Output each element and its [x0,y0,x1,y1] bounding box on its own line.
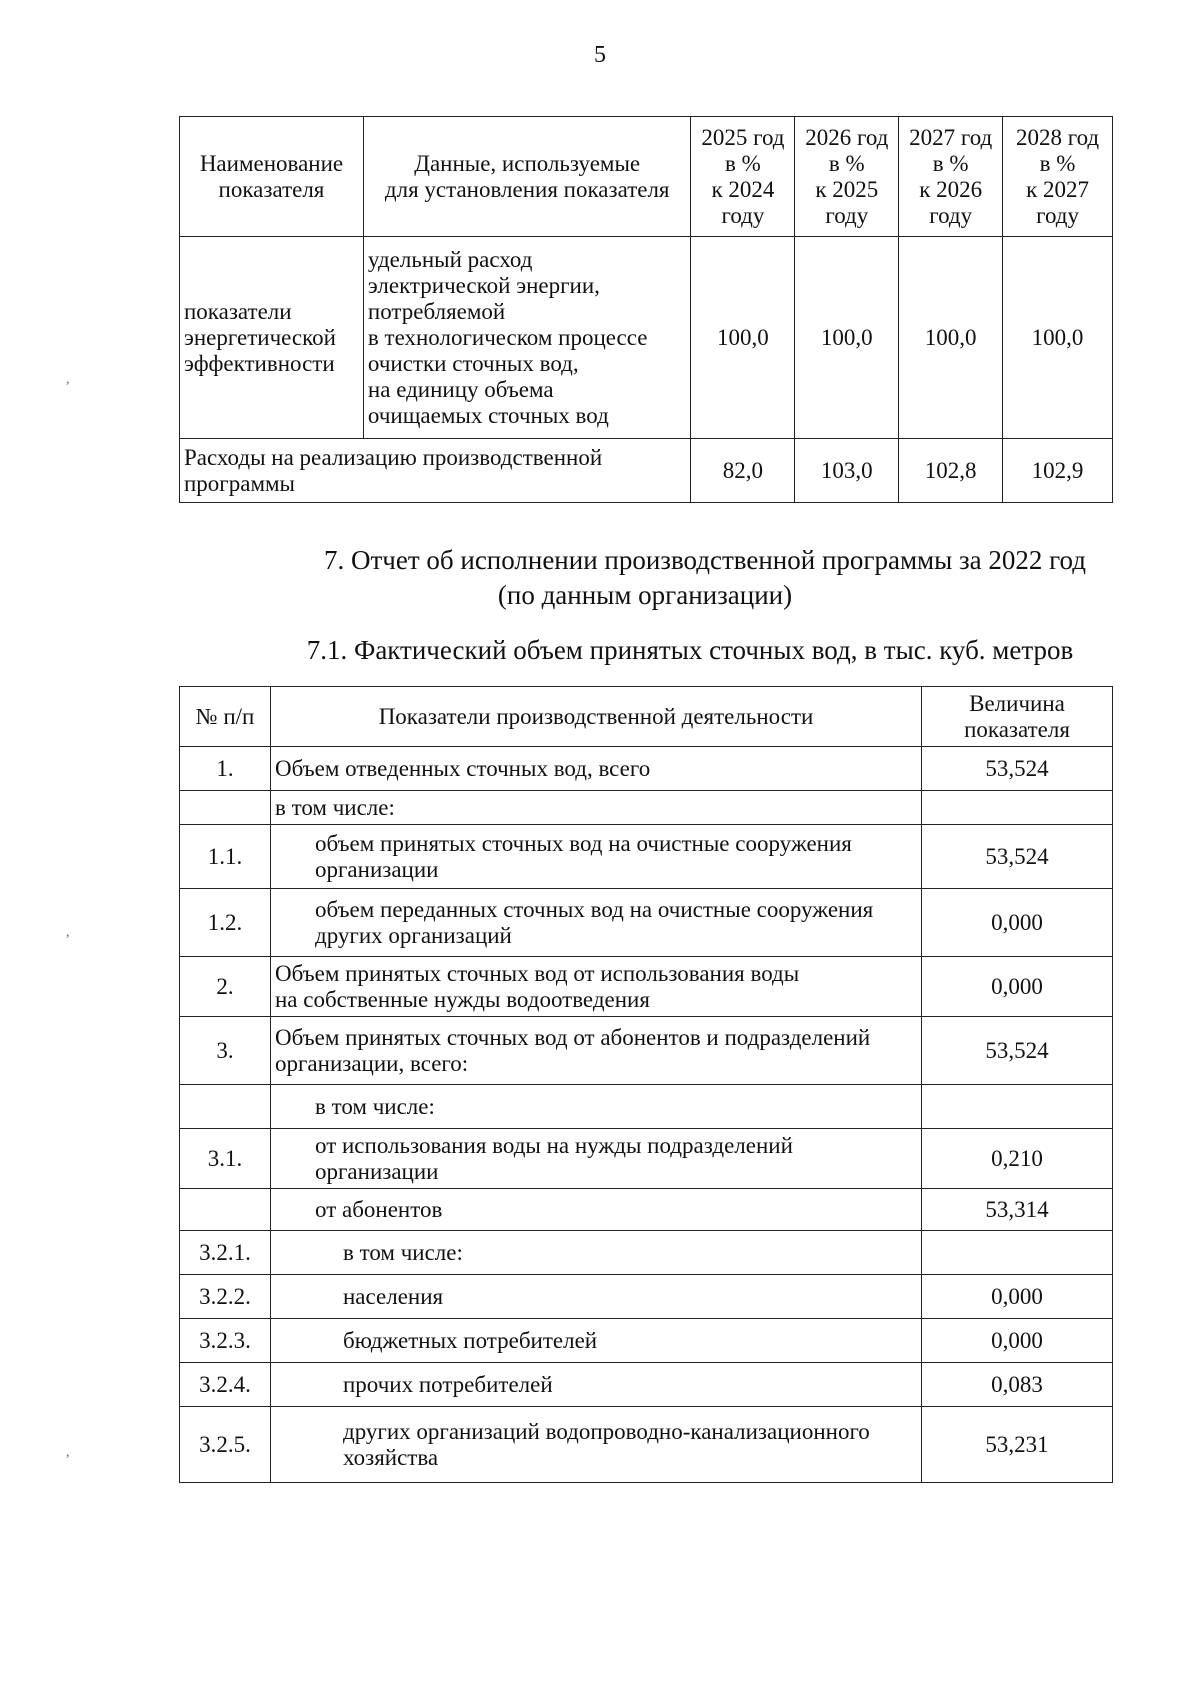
row-number: 1.1. [180,825,271,889]
row-indicator: в том числе: [271,791,922,825]
header-year-2026: 2026 год в % к 2025 году [795,117,899,237]
expenses-value-2027: 102,8 [899,439,1003,503]
row-value: 0,210 [922,1129,1113,1189]
table-row [180,1129,1113,1189]
table-row [180,1231,1113,1275]
scan-speck: , [66,925,70,940]
row-value: 53,524 [922,825,1113,889]
header-year-2027: 2027 год в % к 2026 году [899,117,1003,237]
row-indicator: в том числе: [271,1231,922,1275]
program-expenses-row [180,439,1113,503]
energy-value-2026: 100,0 [795,237,899,439]
row-value [922,791,1113,825]
table-row [180,1189,1113,1231]
wastewater-volume-table [179,686,1113,1483]
row-number [180,791,271,825]
table-row [180,791,1113,825]
row-indicator: от абонентов [271,1189,922,1231]
row-indicator: Объем отведенных сточных вод, всего [271,747,922,791]
scan-speck: , [66,372,70,387]
table-row [180,747,1113,791]
row-indicator: бюджетных потребителей [271,1319,922,1363]
expenses-value-2025: 82,0 [691,439,795,503]
table-row [180,1363,1113,1407]
header-year-2025: 2025 год в % к 2024 году [691,117,795,237]
row-indicator: Объем принятых сточных вод от использования воды на собственные нужды водоотведения [271,957,922,1017]
energy-value-2027: 100,0 [899,237,1003,439]
row-indicator: других организаций водопроводно-канализационного хозяйства [271,1407,922,1483]
row-value: 0,000 [922,1275,1113,1319]
row-number: 3.2.1. [180,1231,271,1275]
row-indicator: прочих потребителей [271,1363,922,1407]
row-number: 3.2.2. [180,1275,271,1319]
row-number [180,1085,271,1129]
row-value: 0,000 [922,957,1113,1017]
row-value [922,1085,1113,1129]
row-number: 3.2.5. [180,1407,271,1483]
header-indicator-name: Наименование показателя [180,117,364,237]
section-7-1-title: 7.1. Фактический объем принятых сточных вод, в тыс. куб. метров [306,635,1074,665]
header-value: Величина показателя [922,687,1113,747]
indicators-table [179,116,1113,503]
energy-efficiency-data: удельный расход электрической энергии, потребляемой в технологическом процессе очистки сточных вод, на единицу объема очищаемых сточных вод [363,237,691,439]
header-year-2028: 2028 год в % к 2027 году [1003,117,1113,237]
expenses-value-2028: 102,9 [1003,439,1113,503]
row-value: 53,524 [922,747,1113,791]
row-number [180,1189,271,1231]
table-row [180,1275,1113,1319]
row-indicator: в том числе: [271,1085,922,1129]
table-row [180,889,1113,957]
table-row [180,1407,1113,1483]
row-value: 0,000 [922,889,1113,957]
row-value: 53,524 [922,1017,1113,1085]
row-value [922,1231,1113,1275]
energy-efficiency-row [180,237,1113,439]
row-number: 2. [180,957,271,1017]
row-number: 1. [180,747,271,791]
row-number: 3.1. [180,1129,271,1189]
table-row [180,1085,1113,1129]
section-7-subtitle: (по данным организации) [497,580,793,610]
scan-speck: , [66,1445,70,1460]
energy-efficiency-name: показатели энергетической эффективности [180,237,364,439]
row-indicator: объем принятых сточных вод на очистные сооружения организации [271,825,922,889]
row-number: 3. [180,1017,271,1085]
program-expenses-name: Расходы на реализацию производственной программы [180,439,691,503]
row-value: 0,000 [922,1319,1113,1363]
row-indicator: Объем принятых сточных вод от абонентов и подразделений организации, всего: [271,1017,922,1085]
row-value: 53,314 [922,1189,1113,1231]
row-indicator: от использования воды на нужды подразделений организации [271,1129,922,1189]
energy-value-2028: 100,0 [1003,237,1113,439]
header-row-number: № п/п [180,687,271,747]
table-row [180,1319,1113,1363]
row-value: 0,083 [922,1363,1113,1407]
row-number: 1.2. [180,889,271,957]
header-source-data: Данные, используемые для установления показателя [363,117,691,237]
table-row [180,957,1113,1017]
row-indicator: населения [271,1275,922,1319]
row-value: 53,231 [922,1407,1113,1483]
wastewater-header-row [180,687,1113,747]
expenses-value-2026: 103,0 [795,439,899,503]
indicators-header-row [180,117,1113,237]
row-number: 3.2.3. [180,1319,271,1363]
row-number: 3.2.4. [180,1363,271,1407]
page-number: 5 [594,42,606,68]
energy-value-2025: 100,0 [691,237,795,439]
section-7-title: 7. Отчет об исполнении производственной программы за 2022 год [323,545,1087,575]
table-row [180,825,1113,889]
row-indicator: объем переданных сточных вод на очистные сооружения других организаций [271,889,922,957]
header-indicator: Показатели производственной деятельности [271,687,922,747]
table-row [180,1017,1113,1085]
